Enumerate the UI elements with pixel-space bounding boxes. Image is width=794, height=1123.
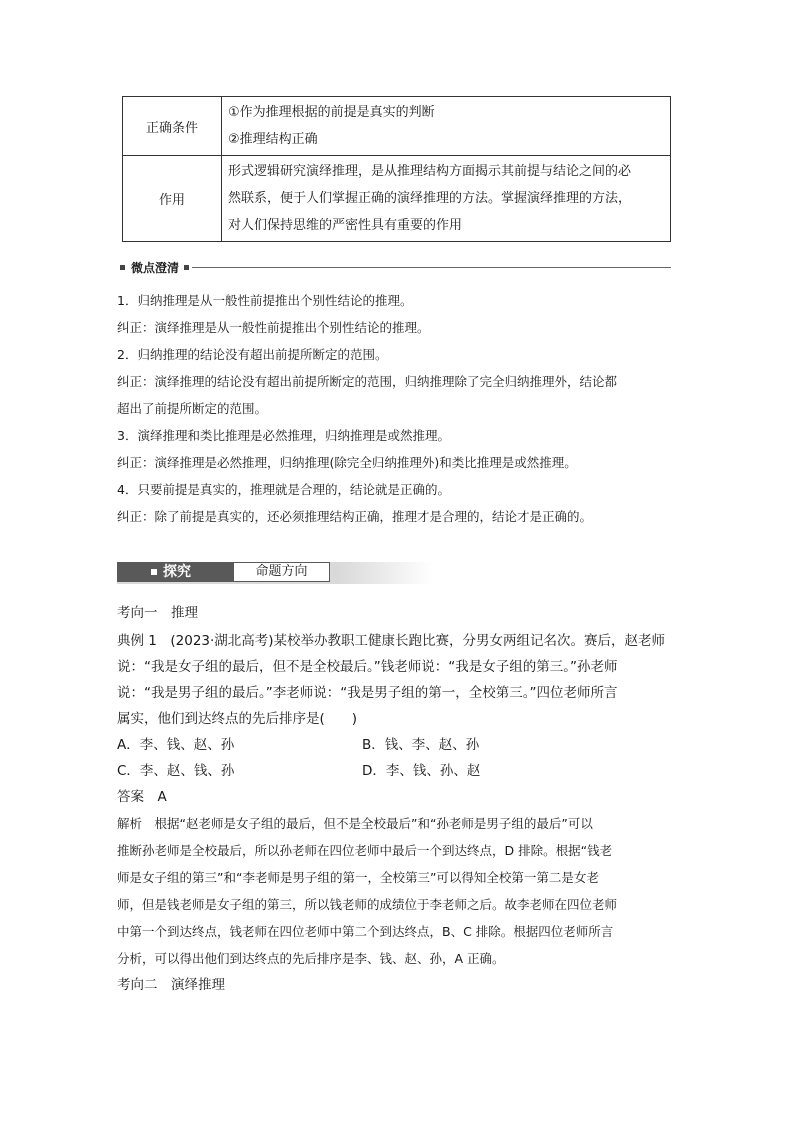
- list-item: 3．演绎推理和类比推理是必然推理，归纳推理是或然推理。: [117, 428, 450, 443]
- clarify-section-header: [118, 259, 671, 277]
- option-c: C．李、赵、钱、孙: [117, 763, 235, 779]
- options-row: [117, 758, 677, 784]
- analysis-block: [117, 810, 677, 972]
- table-key-cell: 正确条件: [123, 97, 222, 156]
- conditions-table: [122, 96, 671, 242]
- list-item: 纠正：除了前提是真实的，还必须推理结构正确，推理才是合理的，结论才是正确的。: [117, 509, 593, 524]
- example-line: 说：“我是女子组的最后，但不是全校最后。”钱老师说：“我是女子组的第三。”孙老师: [117, 659, 618, 675]
- example-line: 说：“我是男子组的最后。”李老师说：“我是男子组的第一，全校第三。”四位老师所言: [117, 685, 618, 701]
- square-bullet-icon: [151, 569, 157, 575]
- banner-main-label: 探究: [163, 564, 191, 580]
- table-key-cell: 作用: [123, 156, 222, 242]
- table-row: [123, 156, 671, 242]
- analysis-line: 师是女子组的第三”和“李老师是男子组的第一，全校第三”可以得知全校第一第二是女老: [117, 870, 599, 885]
- analysis-line: 中第一个到达终点，钱老师在四位老师中第二个到达终点，B、C 排除。根据四位老师所言: [117, 924, 614, 939]
- analysis-line: 解析 根据“赵老师是女子组的最后，但不是全校最后”和“孙老师是男子组的最后”可以: [117, 816, 593, 831]
- square-bullet-icon: [184, 265, 189, 270]
- table-line: 形式逻辑研究演绎推理，是从推理结构方面揭示其前提与结论之间的必: [228, 164, 632, 179]
- analysis-line: 师，但是钱老师是女子组的第三，所以钱老师的成绩位于李老师之后。故李老师在四位老师: [117, 897, 618, 912]
- list-item: 1．归纳推理是从一般性前提推出个别性结论的推理。: [117, 293, 413, 308]
- clarify-list: [117, 287, 677, 530]
- table-value-cell: [222, 97, 671, 156]
- table-line: ①作为推理根据的前提是真实的判断: [228, 105, 435, 120]
- option-a: A．李、钱、赵、孙: [117, 737, 235, 753]
- analysis-line: 分析，可以得出他们到达终点的先后排序是李、钱、赵、孙，A 正确。: [117, 951, 505, 966]
- list-item: 超出了前提所断定的范围。: [117, 401, 268, 416]
- example-section: [117, 600, 677, 998]
- answer: 答案 A: [117, 789, 167, 805]
- section-heading: 考向二 演绎推理: [117, 977, 225, 993]
- analysis-line: 推断孙老师是全校最后，所以孙老师在四位老师中最后一个到达终点，D 排除。根据“钱老: [117, 843, 613, 858]
- table-row: [123, 97, 671, 156]
- table-line: 然联系，便于人们掌握正确的演绎推理的方法。掌握演绎推理的方法，: [228, 191, 632, 206]
- example-line: 属实，他们到达终点的先后排序是( ): [117, 711, 358, 727]
- list-item: 纠正：演绎推理是必然推理，归纳推理(除完全归纳推理外)和类比推理是或然推理。: [117, 455, 577, 470]
- table-line: ②推理结构正确: [228, 132, 318, 147]
- option-d: D．李、钱、孙、赵: [362, 763, 481, 779]
- table-value-cell: [222, 156, 671, 242]
- banner-tab-label: 命题方向: [233, 562, 330, 582]
- options-row: [117, 732, 677, 758]
- section-heading: 考向一 推理: [117, 605, 198, 621]
- square-bullet-icon: [120, 265, 125, 270]
- clarify-title: 微点澄清: [131, 261, 180, 275]
- explore-banner: [117, 562, 433, 584]
- list-item: 纠正：演绎推理是从一般性前提推出个别性结论的推理。: [117, 320, 430, 335]
- banner-main: [117, 562, 233, 582]
- list-item: 4．只要前提是真实的，推理就是合理的，结论就是正确的。: [117, 482, 450, 497]
- example-line: 典例 1 (2023·湖北高考)某校举办教职工健康长跑比赛，分男女两组记名次。赛后，赵老师: [117, 633, 666, 649]
- list-item: 2．归纳推理的结论没有超出前提所断定的范围。: [117, 347, 388, 362]
- divider: [192, 267, 671, 268]
- option-b: B．钱、李、赵、孙: [362, 737, 480, 753]
- list-item: 纠正：演绎推理的结论没有超出前提所断定的范围，归纳推理除了完全归纳推理外，结论都: [117, 374, 618, 389]
- table-line: 对人们保持思维的严密性具有重要的作用: [228, 218, 463, 233]
